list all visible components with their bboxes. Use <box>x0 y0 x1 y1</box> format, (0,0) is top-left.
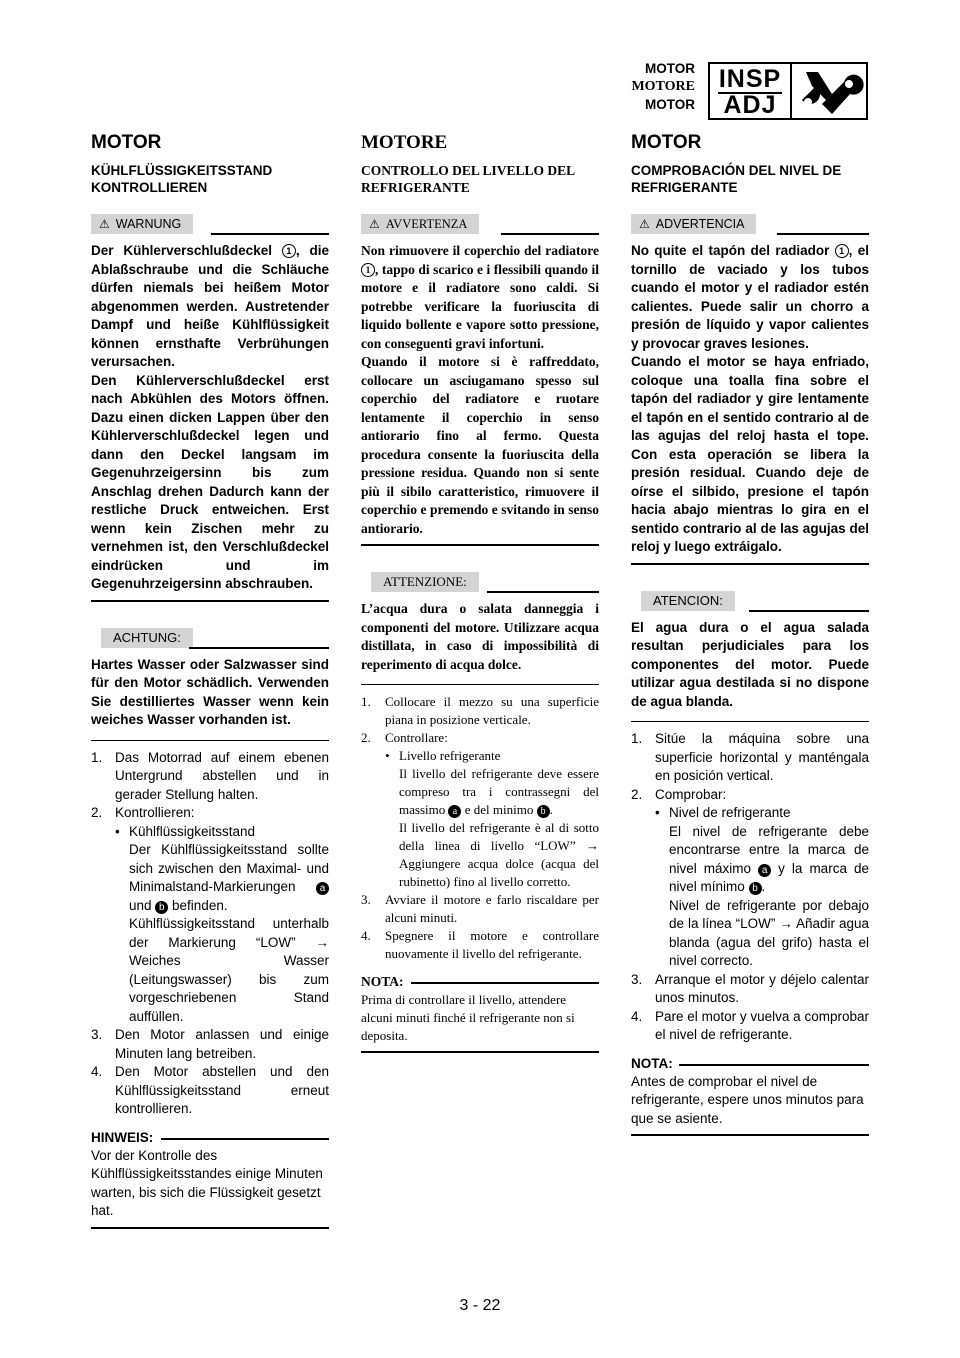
warning-text-es: No quite el tapón del radiador 1 , el tornillo de vaciado y los tubos cuando el motor y el radiador estén calientes. Puede salir un chorro a presión de líquido y vapor calientes y provocar graves lesiones. Cuando el motor se haya enfriado, coloque una toalla fina sobre el tapón del radiador y gire lentamente el tapón en el sentido contrario al de las agujas del reloj hasta el tope. Con esta operación se libera la presión residual. Cuando deje de oírse el silbido, presione el tapón hacia abajo mientras lo gira en el sentido contrario al de las agujas del reloj y luego extráigalo. <box>631 243 869 554</box>
title-de: MOTOR <box>91 132 162 153</box>
section-label-es: MOTOR <box>645 97 695 112</box>
column-italian <box>361 132 599 1053</box>
caution-badge-de: ACHTUNG: <box>101 628 193 648</box>
warning-badge-it: ⚠ AVVERTENZA <box>361 214 479 234</box>
insp-adj-badge <box>708 62 792 120</box>
caution-badge-es: ATENCION: <box>641 591 735 611</box>
warning-icon: ⚠ <box>369 217 380 231</box>
section-label-de: MOTOR <box>645 61 695 76</box>
step-2: 2. Kontrollieren: • Kühlflüssigkeitsstand Der Kühlflüssigkeitsstand sollte sich zwischen den Maximal- und Minimalstand-Markierungen a und b befinden. Kühlflüssigkeitsstand unterhalb der Markierung “LOW” → Weiches Wasser (Leitungswasser) bis zum vorgeschriebenen Stand auffüllen. <box>91 805 329 1024</box>
section-label-it: MOTORE <box>631 79 695 94</box>
page-number: 3 - 22 <box>459 1297 501 1314</box>
subtitle-de: KÜHLFLÜSSIGKEITSSTAND KONTROLLIEREN <box>91 163 273 195</box>
ref-1: 1 <box>282 244 296 258</box>
ref-1: 1 <box>361 263 375 277</box>
warning-badge-de: ⚠ WARNUNG <box>91 214 193 234</box>
caution-header-es <box>631 589 869 611</box>
column-german <box>91 132 329 1229</box>
steps-de <box>91 749 329 1119</box>
warning-icon: ⚠ <box>639 217 650 231</box>
caution-text-es: El agua dura o el agua salada resultan perjudiciales para los componentes del motor. Puede utilizar agua destilada si no dispone de agua blanda. <box>631 619 869 709</box>
note-text-it: Prima di controllare il livello, attendere alcuni minuti finché il refrigerante non si deposita. <box>361 992 575 1043</box>
step-1: 1. Das Motorrad auf einem ebenen Untergrund abstellen und in gerader Stellung halten. <box>91 749 329 802</box>
note-text-es: Antes de comprobar el nivel de refrigerante, espere unos minutos para que se asiente. <box>631 1073 864 1126</box>
section-labels <box>600 60 695 114</box>
wrench-icon <box>792 62 868 120</box>
note-header-it: NOTA: <box>361 973 599 991</box>
warning-text-de: Der Kühlerverschlußdeckel 1 , die Ablaßschraube und die Schläuche dürfen niemals bei heißem Motor abgenommen werden. Austretender Dampf und heiße Kühlflüssigkeit können ernsthafte Verbrühungen verursachen. Den Kühlerverschlußdeckel erst nach Abkühlen des Motors öffnen. Dazu einen dicken Lappen über den Kühlerverschlußdeckel legen und dann den Deckel langsam im Gegenuhrzeigersinn bis zum Anschlag drehen Dadurch kann der restliche Druck entweichen. Erst wenn kein Zischen mehr zu vernehmen ist, den Verschlußdeckel eindrücken und im Gegenuhrzeigersinn abschrauben. <box>91 243 329 591</box>
badge-adj: ADJ <box>723 91 777 119</box>
column-spanish <box>631 132 869 1136</box>
step-4: 4. Den Motor abstellen und den Kühlflüssigkeitsstand erneut kontrollieren. <box>91 1064 329 1116</box>
warning-badge-es: ⚠ ADVERTENCIA <box>631 214 756 234</box>
ref-1: 1 <box>835 244 849 258</box>
subtitle-es: COMPROBACIÓN DEL NIVEL DE REFRIGERANTE <box>631 163 842 195</box>
caution-text-de: Hartes Wasser oder Salzwasser sind für den Motor schädlich. Verwenden Sie destilliertes Wasser wenn kein weiches Wasser vorhanden ist. <box>91 656 329 727</box>
warning-header-de <box>91 212 329 234</box>
step-3: 3. Den Motor anlassen und einige Minuten lang betreiben. <box>91 1027 329 1061</box>
caution-text-it: L’acqua dura o salata danneggia i componenti del motore. Utilizzare acqua distillata, in caso di impossibilità di reperimento di acqua dolce. <box>361 601 599 672</box>
warning-icon: ⚠ <box>99 217 110 231</box>
note-header-es: NOTA: <box>631 1055 869 1073</box>
warning-header-it <box>361 212 599 234</box>
warning-text-it: Non rimuovere il coperchio del radiatore 1 , tappo di scarico e i flessibili quando il motore e il radiatore sono caldi. Si potrebbe verificare la fuoriuscita di liquido bollente e vapore sotto pressione, con conseguenti gravi infortuni. Quando il motore si è raffreddato, collocare un asciugamano spesso sul coperchio del radiatore e ruotare lentamente il coperchio in senso antiorario fino al fermo. Questa procedura consente la fuoriuscita della pressione residua. Quando non si sente più il sibilo caratteristico, rimuovere il coperchio e premendo e svitando in senso antiorario. <box>361 243 599 536</box>
note-text-de: Vor der Kontrolle des Kühlflüssigkeitsstandes einige Minuten warten, bis sich die Flüssigkeit gesetzt hat. <box>91 1147 323 1218</box>
note-header-de: HINWEIS: <box>91 1129 329 1147</box>
caution-header-it <box>361 570 599 592</box>
warning-header-es <box>631 212 869 234</box>
badge-insp: INSP <box>718 65 782 93</box>
title-es: MOTOR <box>631 132 702 153</box>
caution-badge-it: ATTENZIONE: <box>371 572 479 592</box>
subtitle-it: CONTROLLO DEL LIVELLO DEL REFRIGERANTE <box>361 163 575 195</box>
steps-it: 1. Collocare il mezzo su una superficie piana in posizione verticale. 2. Controllare: • Livello refrigerante Il livello del refrigerante deve essere compreso tra i contrassegni del massimo a e del minimo b . Il livello del refrigerante è al di sotto della linea di livello “LOW” → Aggiungere acqua dolce (acqua del rubinetto) fino al livello corretto. 3. Avviare il motore e farlo riscaldare per alcuni minuti. 4. Spegnere il motore e controllare nuovamente il livello del refrigerante. <box>361 694 599 961</box>
steps-es: 1. Sitúe la máquina sobre una superficie horizontal y manténgala en posición vertical. 2. Comprobar: • Nivel de refrigerante El nivel de refrigerante debe encontrarse entre la marca de nivel máximo a y la marca de nivel mínimo b . Nivel de refrigerante por debajo de la línea “LOW” → Añadir agua blanda (agua del grifo) hasta el nivel correcto. 3. Arranque el motor y déjelo calentar unos minutos. 4. Pare el motor y vuelva a comprobar el nivel de refrigerante. <box>631 731 869 1042</box>
caution-header-de <box>91 626 329 648</box>
title-it: MOTORE <box>361 132 448 153</box>
